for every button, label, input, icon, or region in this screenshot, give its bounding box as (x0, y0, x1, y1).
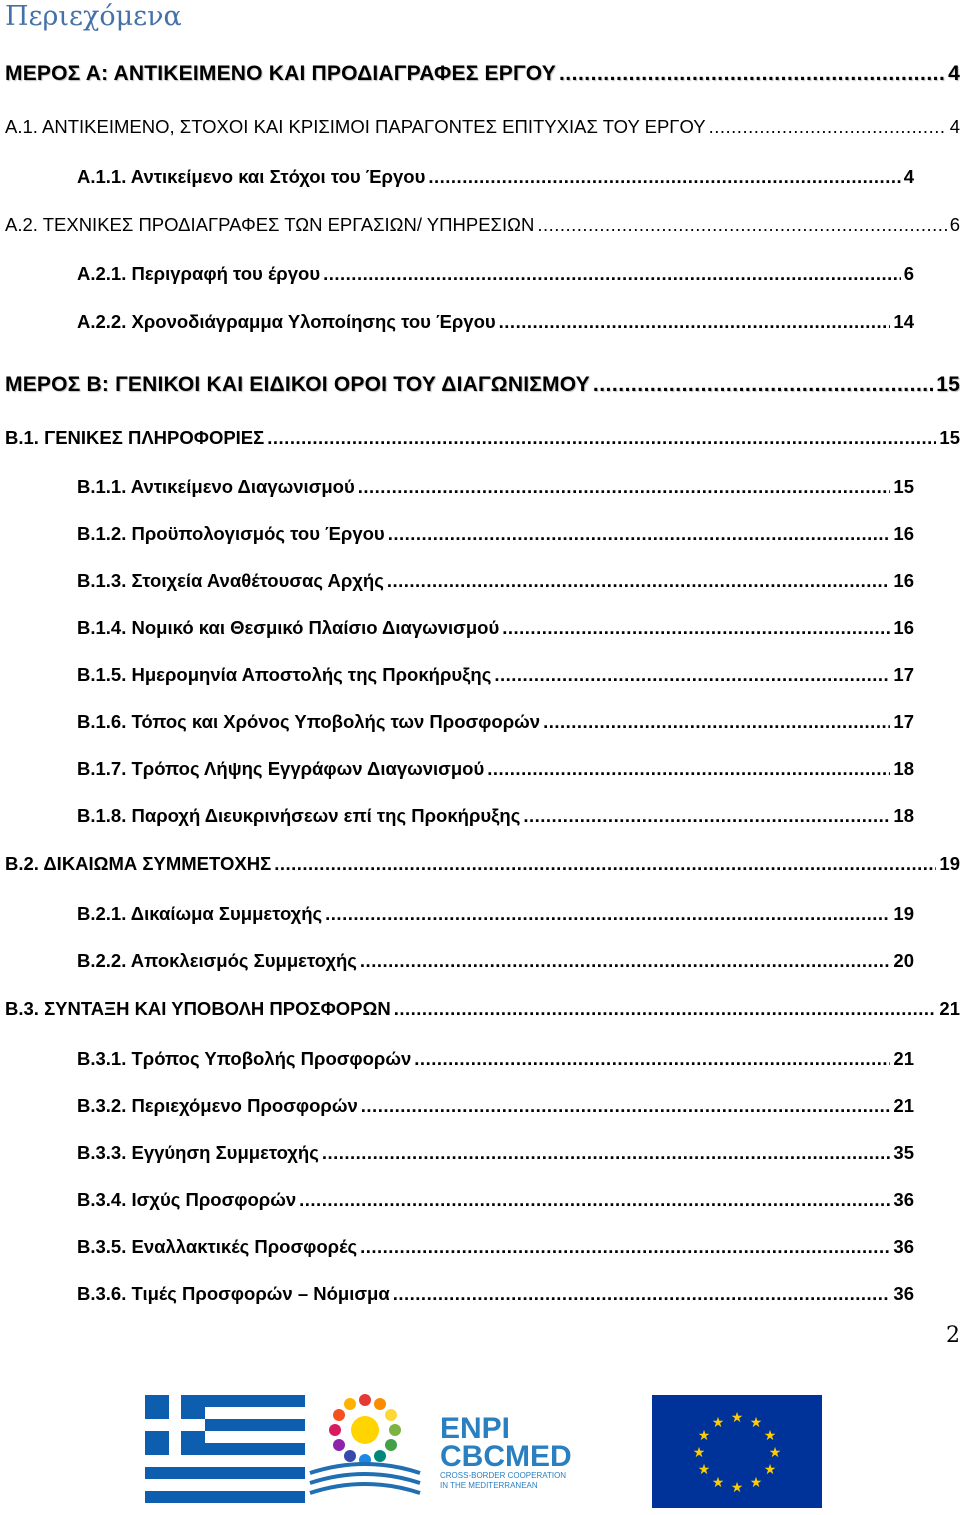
svg-text:★: ★ (692, 1445, 706, 1461)
toc-leader-dots (499, 311, 891, 333)
page-number: 2 (946, 1323, 960, 1348)
toc-entry[interactable] (77, 758, 914, 780)
toc-entry[interactable] (77, 1189, 914, 1211)
toc-entry[interactable] (5, 62, 960, 86)
toc-leader-dots (361, 1095, 891, 1117)
toc-leader-dots (523, 805, 890, 827)
toc-entry-label: ΜΕΡΟΣ Α: ΑΝΤΙΚΕΙΜΕΝΟ ΚΑΙ ΠΡΟΔΙΑΓΡΑΦΕΣ ΕΡΓΟΥ (5, 62, 556, 85)
toc-leader-dots (274, 853, 936, 875)
toc-entry[interactable] (77, 263, 914, 285)
toc-leader-dots (325, 903, 890, 925)
toc-entry[interactable] (5, 853, 960, 875)
toc-leader-dots (360, 950, 891, 972)
svg-text:★: ★ (711, 1475, 725, 1491)
toc-entry-label: Β.3.6. Τιμές Προσφορών – Νόμισμα (77, 1283, 390, 1304)
toc-entry-label: Β.2.1. Δικαίωμα Συμμετοχής (77, 903, 323, 924)
svg-text:★: ★ (697, 1428, 711, 1444)
toc-entry-label: Α.1.1. Αντικείμενο και Στόχοι του Έργου (77, 166, 426, 187)
toc-entry-label: ΜΕΡΟΣ Β: ΓΕΝΙΚΟΙ ΚΑΙ ΕΙΔΙΚΟΙ ΟΡΟΙ ΤΟΥ ΔΙΑΓΩΝΙΣΜΟΥ (5, 373, 590, 396)
toc-entry-label: Β.1.4. Νομικό και Θεσμικό Πλαίσιο Διαγωνισμού (77, 617, 500, 638)
toc-entry[interactable] (5, 116, 960, 138)
toc-entry-label: Β.1.1. Αντικείμενο Διαγωνισμού (77, 476, 355, 497)
toc-entry-page: 16 (893, 617, 914, 638)
toc-entry-page: 6 (903, 263, 914, 284)
toc-entry-page: 16 (893, 570, 914, 591)
toc-entry-label: Β.1.2. Προϋπολογισμός του Έργου (77, 523, 385, 544)
toc-entry-page: 4 (948, 62, 960, 85)
toc-leader-dots (267, 427, 936, 449)
toc-entry-page: 4 (949, 116, 960, 137)
toc-entry-label: Β.1.7. Τρόπος Λήψης Εγγράφων Διαγωνισμού (77, 758, 485, 779)
toc-entry-label: Α.1. ΑΝΤΙΚΕΙΜΕΝΟ, ΣΤΟΧΟΙ ΚΑΙ ΚΡΙΣΙΜΟΙ ΠΑΡΑΓΟΝΤΕΣ ΕΠΙΤΥΧΙΑΣ ΤΟΥ ΕΡΓΟΥ (5, 116, 706, 137)
svg-text:★: ★ (730, 1480, 744, 1496)
toc-entry-page: 15 (893, 476, 914, 497)
toc-entry-page: 21 (893, 1095, 914, 1116)
toc-entry[interactable] (77, 1236, 914, 1258)
toc-entry-label: Β.3.5. Εναλλακτικές Προσφορές (77, 1236, 358, 1257)
toc-entry-page: 16 (893, 523, 914, 544)
toc-entry[interactable] (77, 523, 914, 545)
toc-leader-dots (388, 523, 891, 545)
toc-leader-dots (593, 373, 933, 397)
toc-entry-label: Β.1.6. Τόπος και Χρόνος Υποβολής των Προσφορών (77, 711, 541, 732)
footer-logos (0, 1385, 960, 1510)
svg-text:★: ★ (749, 1415, 763, 1431)
toc-entry-page: 36 (893, 1236, 914, 1257)
toc-entry-label: Β.3.1. Τρόπος Υποβολής Προσφορών (77, 1048, 412, 1069)
toc-entry-page: 20 (893, 950, 914, 971)
sun-logo (305, 1385, 425, 1500)
svg-text:★: ★ (697, 1462, 711, 1478)
toc-entry[interactable] (77, 664, 914, 686)
toc-entry-page: 17 (893, 664, 914, 685)
toc-leader-dots (414, 1048, 890, 1070)
toc-leader-dots (358, 476, 891, 498)
toc-entry[interactable] (77, 1048, 914, 1070)
toc-entry[interactable] (5, 427, 960, 449)
toc-entry-page: 4 (903, 166, 914, 187)
toc-leader-dots (394, 998, 937, 1020)
toc-entry-page: 6 (949, 214, 960, 235)
toc-entry[interactable] (5, 998, 960, 1020)
toc-leader-dots (323, 263, 901, 285)
enpi-subtitle-1: CROSS-BORDER COOPERATION (440, 1471, 567, 1480)
toc-leader-dots (393, 1283, 891, 1305)
eu-flag-logo (652, 1395, 822, 1508)
toc-entry-label: Β.1.8. Παροχή Διευκρινήσεων επί της Προκήρυξης (77, 805, 521, 826)
toc-entry-page: 15 (936, 373, 960, 396)
toc-leader-dots (299, 1189, 890, 1211)
enpi-subtitle-2: IN THE MEDITERRANEAN (440, 1481, 538, 1490)
toc-entry-page: 15 (939, 427, 960, 448)
toc-entry-label: Α.2.2. Χρονοδιάγραμμα Υλοποίησης του Έργου (77, 311, 496, 332)
page-title: Περιεχόμενα (5, 1, 182, 32)
toc-leader-dots (322, 1142, 891, 1164)
svg-text:★: ★ (763, 1428, 777, 1444)
toc-entry-label: Β.2. ΔΙΚΑΙΩΜΑ ΣΥΜΜΕΤΟΧΗΣ (5, 853, 272, 874)
cbcmed-text: CBCMED (440, 1440, 572, 1473)
toc-leader-dots (502, 617, 890, 639)
toc-entry-label: Β.3. ΣΥΝΤΑΞΗ ΚΑΙ ΥΠΟΒΟΛΗ ΠΡΟΣΦΟΡΩΝ (5, 998, 391, 1019)
svg-text:★: ★ (749, 1475, 763, 1491)
svg-text:★: ★ (730, 1410, 744, 1426)
svg-text:★: ★ (763, 1462, 777, 1478)
enpi-cbcmed-logo (440, 1412, 610, 1495)
toc-entry-page: 19 (939, 853, 960, 874)
toc-entry-label: Β.2.2. Αποκλεισμός Συμμετοχής (77, 950, 357, 971)
greek-flag-logo (145, 1395, 305, 1503)
toc-entry[interactable] (77, 166, 914, 188)
toc-entry[interactable] (77, 476, 914, 498)
toc-entry-page: 14 (893, 311, 914, 332)
toc-entry-page: 36 (893, 1283, 914, 1304)
toc-entry-label: Β.3.3. Εγγύηση Συμμετοχής (77, 1142, 319, 1163)
toc-leader-dots (360, 1236, 890, 1258)
toc-leader-dots (537, 214, 946, 236)
toc-entry-label: Α.2. ΤΕΧΝΙΚΕΣ ΠΡΟΔΙΑΓΡΑΦΕΣ ΤΩΝ ΕΡΓΑΣΙΩΝ/ ΥΠΗΡΕΣΙΩΝ (5, 214, 535, 235)
toc-leader-dots (543, 711, 890, 733)
toc-entry-page: 19 (893, 903, 914, 924)
toc-leader-dots (428, 166, 900, 188)
toc-entry-label: Α.2.1. Περιγραφή του έργου (77, 263, 321, 284)
toc-entry[interactable] (77, 311, 914, 333)
toc-entry[interactable] (5, 214, 960, 236)
toc-leader-dots (494, 664, 890, 686)
toc-entry-page: 21 (893, 1048, 914, 1069)
enpi-text: ENPI (440, 1412, 511, 1445)
toc-entry[interactable] (77, 805, 914, 827)
svg-text:★: ★ (711, 1415, 725, 1431)
toc-entry[interactable] (77, 617, 914, 639)
svg-text:★: ★ (768, 1445, 782, 1461)
toc-entry[interactable] (77, 1095, 914, 1117)
toc-entry[interactable] (5, 373, 960, 397)
toc-leader-dots (387, 570, 891, 592)
toc-leader-dots (559, 62, 945, 86)
toc-entry[interactable] (77, 1142, 914, 1164)
toc-entry[interactable] (77, 711, 914, 733)
toc-entry-label: Β.3.4. Ισχύς Προσφορών (77, 1189, 297, 1210)
toc-entry-label: Β.1.3. Στοιχεία Αναθέτουσας Αρχής (77, 570, 384, 591)
toc-entry-label: Β.1.5. Ημερομηνία Αποστολής της Προκήρυξης (77, 664, 492, 685)
toc-entry-page: 36 (893, 1189, 914, 1210)
toc-entry[interactable] (77, 903, 914, 925)
toc-entry[interactable] (77, 570, 914, 592)
toc-entry-page: 21 (939, 998, 960, 1019)
toc-leader-dots (709, 116, 947, 138)
toc-entry-page: 17 (893, 711, 914, 732)
toc-entry-page: 18 (893, 758, 914, 779)
toc-leader-dots (487, 758, 890, 780)
toc-entry-label: Β.1. ΓΕΝΙΚΕΣ ΠΛΗΡΟΦΟΡΙΕΣ (5, 427, 265, 448)
toc-entry-page: 18 (893, 805, 914, 826)
toc-entry-page: 35 (893, 1142, 914, 1163)
toc-entry-label: Β.3.2. Περιεχόμενο Προσφορών (77, 1095, 358, 1116)
toc-entry[interactable] (77, 1283, 914, 1305)
toc-entry[interactable] (77, 950, 914, 972)
